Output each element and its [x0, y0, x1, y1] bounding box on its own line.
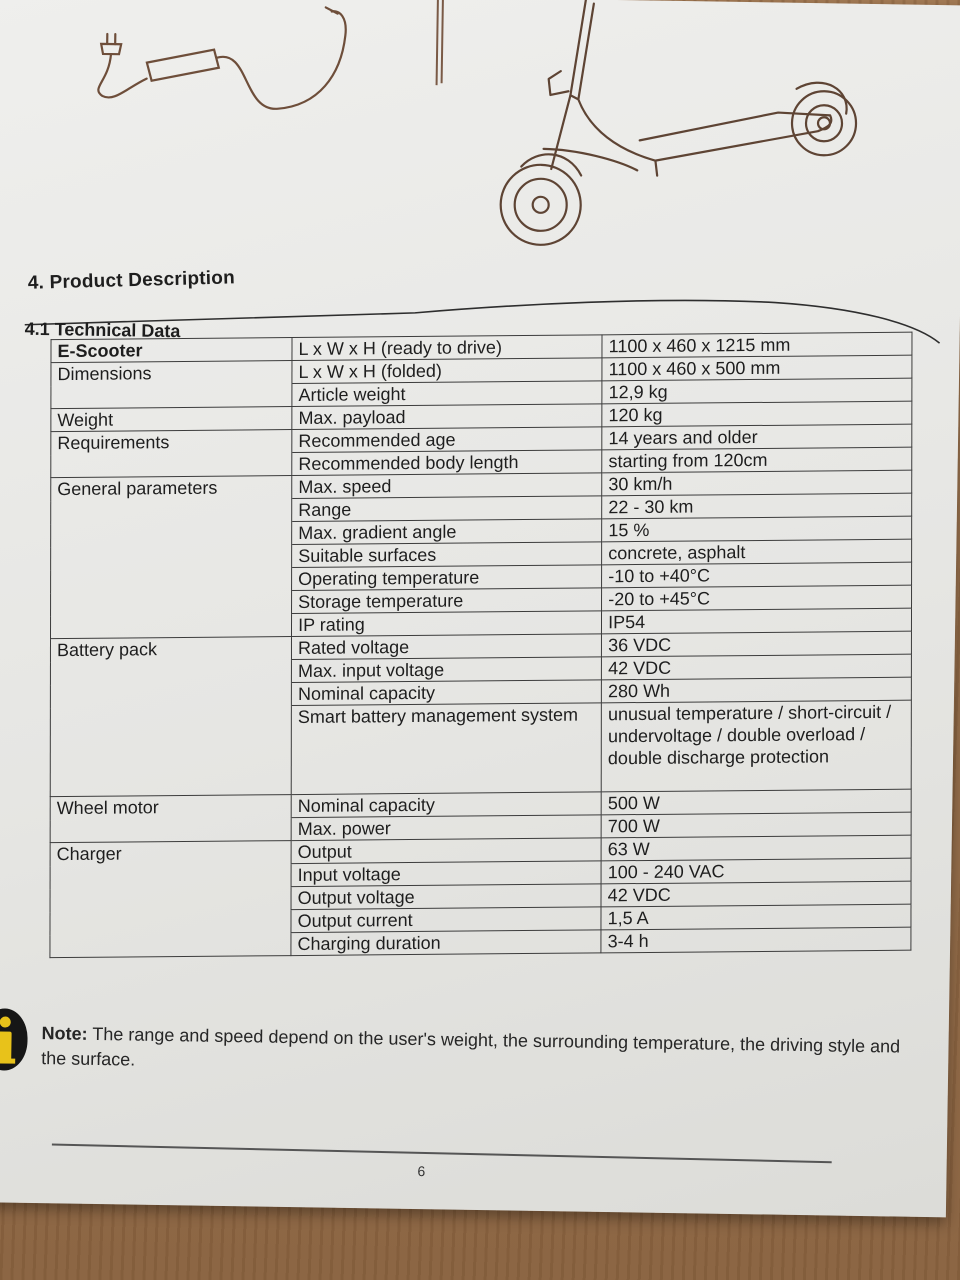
- value-cell: 42 VDC: [601, 881, 911, 907]
- category-cell: [50, 887, 291, 912]
- parameter-cell: Suitable surfaces: [292, 542, 602, 568]
- category-cell: [51, 453, 292, 478]
- category-cell: [50, 818, 291, 843]
- table-row: [50, 700, 911, 797]
- value-cell: 3-4 h: [601, 927, 911, 953]
- parameter-cell: Max. gradient angle: [292, 519, 602, 545]
- parameter-cell: L x W x H (ready to drive): [292, 335, 602, 361]
- parameter-cell: Max. payload: [292, 404, 602, 430]
- category-cell: [50, 933, 291, 958]
- parameter-cell: Input voltage: [291, 861, 601, 887]
- note-box: [0, 1000, 949, 1105]
- category-cell: [50, 795, 291, 820]
- category-cell: [51, 476, 292, 501]
- value-cell: 30 km/h: [602, 470, 912, 496]
- note-body: The range and speed depend on the user's weight, the surrounding temperature, the driving style and the surface.: [41, 1023, 901, 1070]
- value-cell: 63 W: [601, 835, 911, 861]
- value-cell: -20 to +45°C: [602, 585, 912, 611]
- category-cell: [51, 384, 292, 409]
- value-cell: 1100 x 460 x 500 mm: [602, 355, 912, 381]
- parameter-cell: Output: [291, 838, 601, 864]
- parameter-cell: Max. power: [291, 815, 601, 841]
- value-cell: concrete, asphalt: [602, 539, 912, 565]
- parameter-cell: Max. input voltage: [291, 657, 601, 683]
- category-cell: [51, 407, 292, 432]
- parameter-cell: Max. speed: [292, 473, 602, 499]
- category-label: Charger: [56, 843, 122, 865]
- value-cell: unusual temperature / short-circuit / undervoltage / double overload / double discharge protection: [601, 700, 911, 792]
- category-label: Dimensions: [57, 363, 152, 385]
- note-text: [41, 1021, 922, 1085]
- category-label: Battery pack: [56, 639, 158, 661]
- category-cell: [50, 706, 291, 797]
- category-cell: [51, 430, 292, 455]
- category-label: E-Scooter: [57, 340, 143, 362]
- category-cell: [51, 338, 292, 363]
- value-cell: 100 - 240 VAC: [601, 858, 911, 884]
- parameter-cell: Range: [292, 496, 602, 522]
- parameter-cell: Charging duration: [291, 930, 601, 956]
- value-cell: 22 - 30 km: [602, 493, 912, 519]
- category-cell: [50, 864, 291, 889]
- parameter-cell: Output current: [291, 907, 601, 933]
- value-cell: 12,9 kg: [602, 378, 912, 404]
- value-cell: 280 Wh: [602, 677, 912, 703]
- parameter-cell: Article weight: [292, 381, 602, 407]
- category-cell: [51, 614, 292, 639]
- parameter-cell: Nominal capacity: [291, 792, 601, 818]
- parameter-cell: Storage temperature: [292, 588, 602, 614]
- category-cell: [50, 683, 291, 708]
- info-icon-foot: [0, 1058, 15, 1063]
- value-cell: 15 %: [602, 516, 912, 542]
- page-number: 6: [417, 1163, 426, 1180]
- info-icon-stem: [0, 1031, 12, 1061]
- category-cell: [50, 660, 291, 685]
- value-cell: starting from 120cm: [602, 447, 912, 473]
- value-cell: 500 W: [601, 789, 911, 815]
- category-label: Wheel motor: [56, 797, 159, 819]
- charger-illustration: [98, 4, 346, 110]
- value-cell: 36 VDC: [602, 631, 912, 657]
- category-cell: [51, 361, 292, 386]
- value-cell: 42 VDC: [602, 654, 912, 680]
- parameter-cell: Operating temperature: [292, 565, 602, 591]
- category-cell: [50, 841, 291, 866]
- category-cell: [50, 910, 291, 935]
- category-cell: [51, 545, 292, 570]
- scooter-illustration: [500, 0, 858, 250]
- value-cell: 1100 x 460 x 1215 mm: [602, 332, 912, 358]
- info-icon: [0, 1008, 28, 1071]
- value-cell: 1,5 A: [601, 904, 911, 930]
- parameter-cell: Nominal capacity: [291, 680, 601, 706]
- category-label: General parameters: [57, 477, 218, 500]
- value-cell: -10 to +40°C: [602, 562, 912, 588]
- value-cell: 14 years and older: [602, 424, 912, 450]
- technical-data-body: [50, 332, 912, 958]
- value-cell: IP54: [602, 608, 912, 634]
- value-cell: 700 W: [601, 812, 911, 838]
- category-cell: [51, 522, 292, 547]
- info-icon-dot: [0, 1016, 11, 1027]
- note-label: Note:: [41, 1023, 88, 1044]
- category-cell: [51, 499, 292, 524]
- technical-data-table: [49, 332, 912, 959]
- section-title: 4. Product Description: [27, 267, 236, 294]
- product-illustrations: [0, 0, 960, 265]
- pole-illustration: [437, 0, 443, 85]
- parameter-cell: IP rating: [292, 611, 602, 637]
- parameter-cell: L x W x H (folded): [292, 358, 602, 384]
- category-cell: [51, 568, 292, 593]
- parameter-cell: Output voltage: [291, 884, 601, 910]
- parameter-cell: Smart battery management system: [291, 703, 601, 795]
- value-cell: 120 kg: [602, 401, 912, 427]
- footer-divider: [52, 1144, 832, 1164]
- category-cell: [50, 637, 291, 662]
- parameter-cell: Rated voltage: [292, 634, 602, 660]
- subsection-title: 4.1 Technical Data: [24, 318, 181, 342]
- category-label: Weight: [57, 409, 114, 431]
- parameter-cell: Recommended body length: [292, 450, 602, 476]
- category-cell: [51, 591, 292, 616]
- parameter-cell: Recommended age: [292, 427, 602, 453]
- category-label: Requirements: [57, 432, 170, 454]
